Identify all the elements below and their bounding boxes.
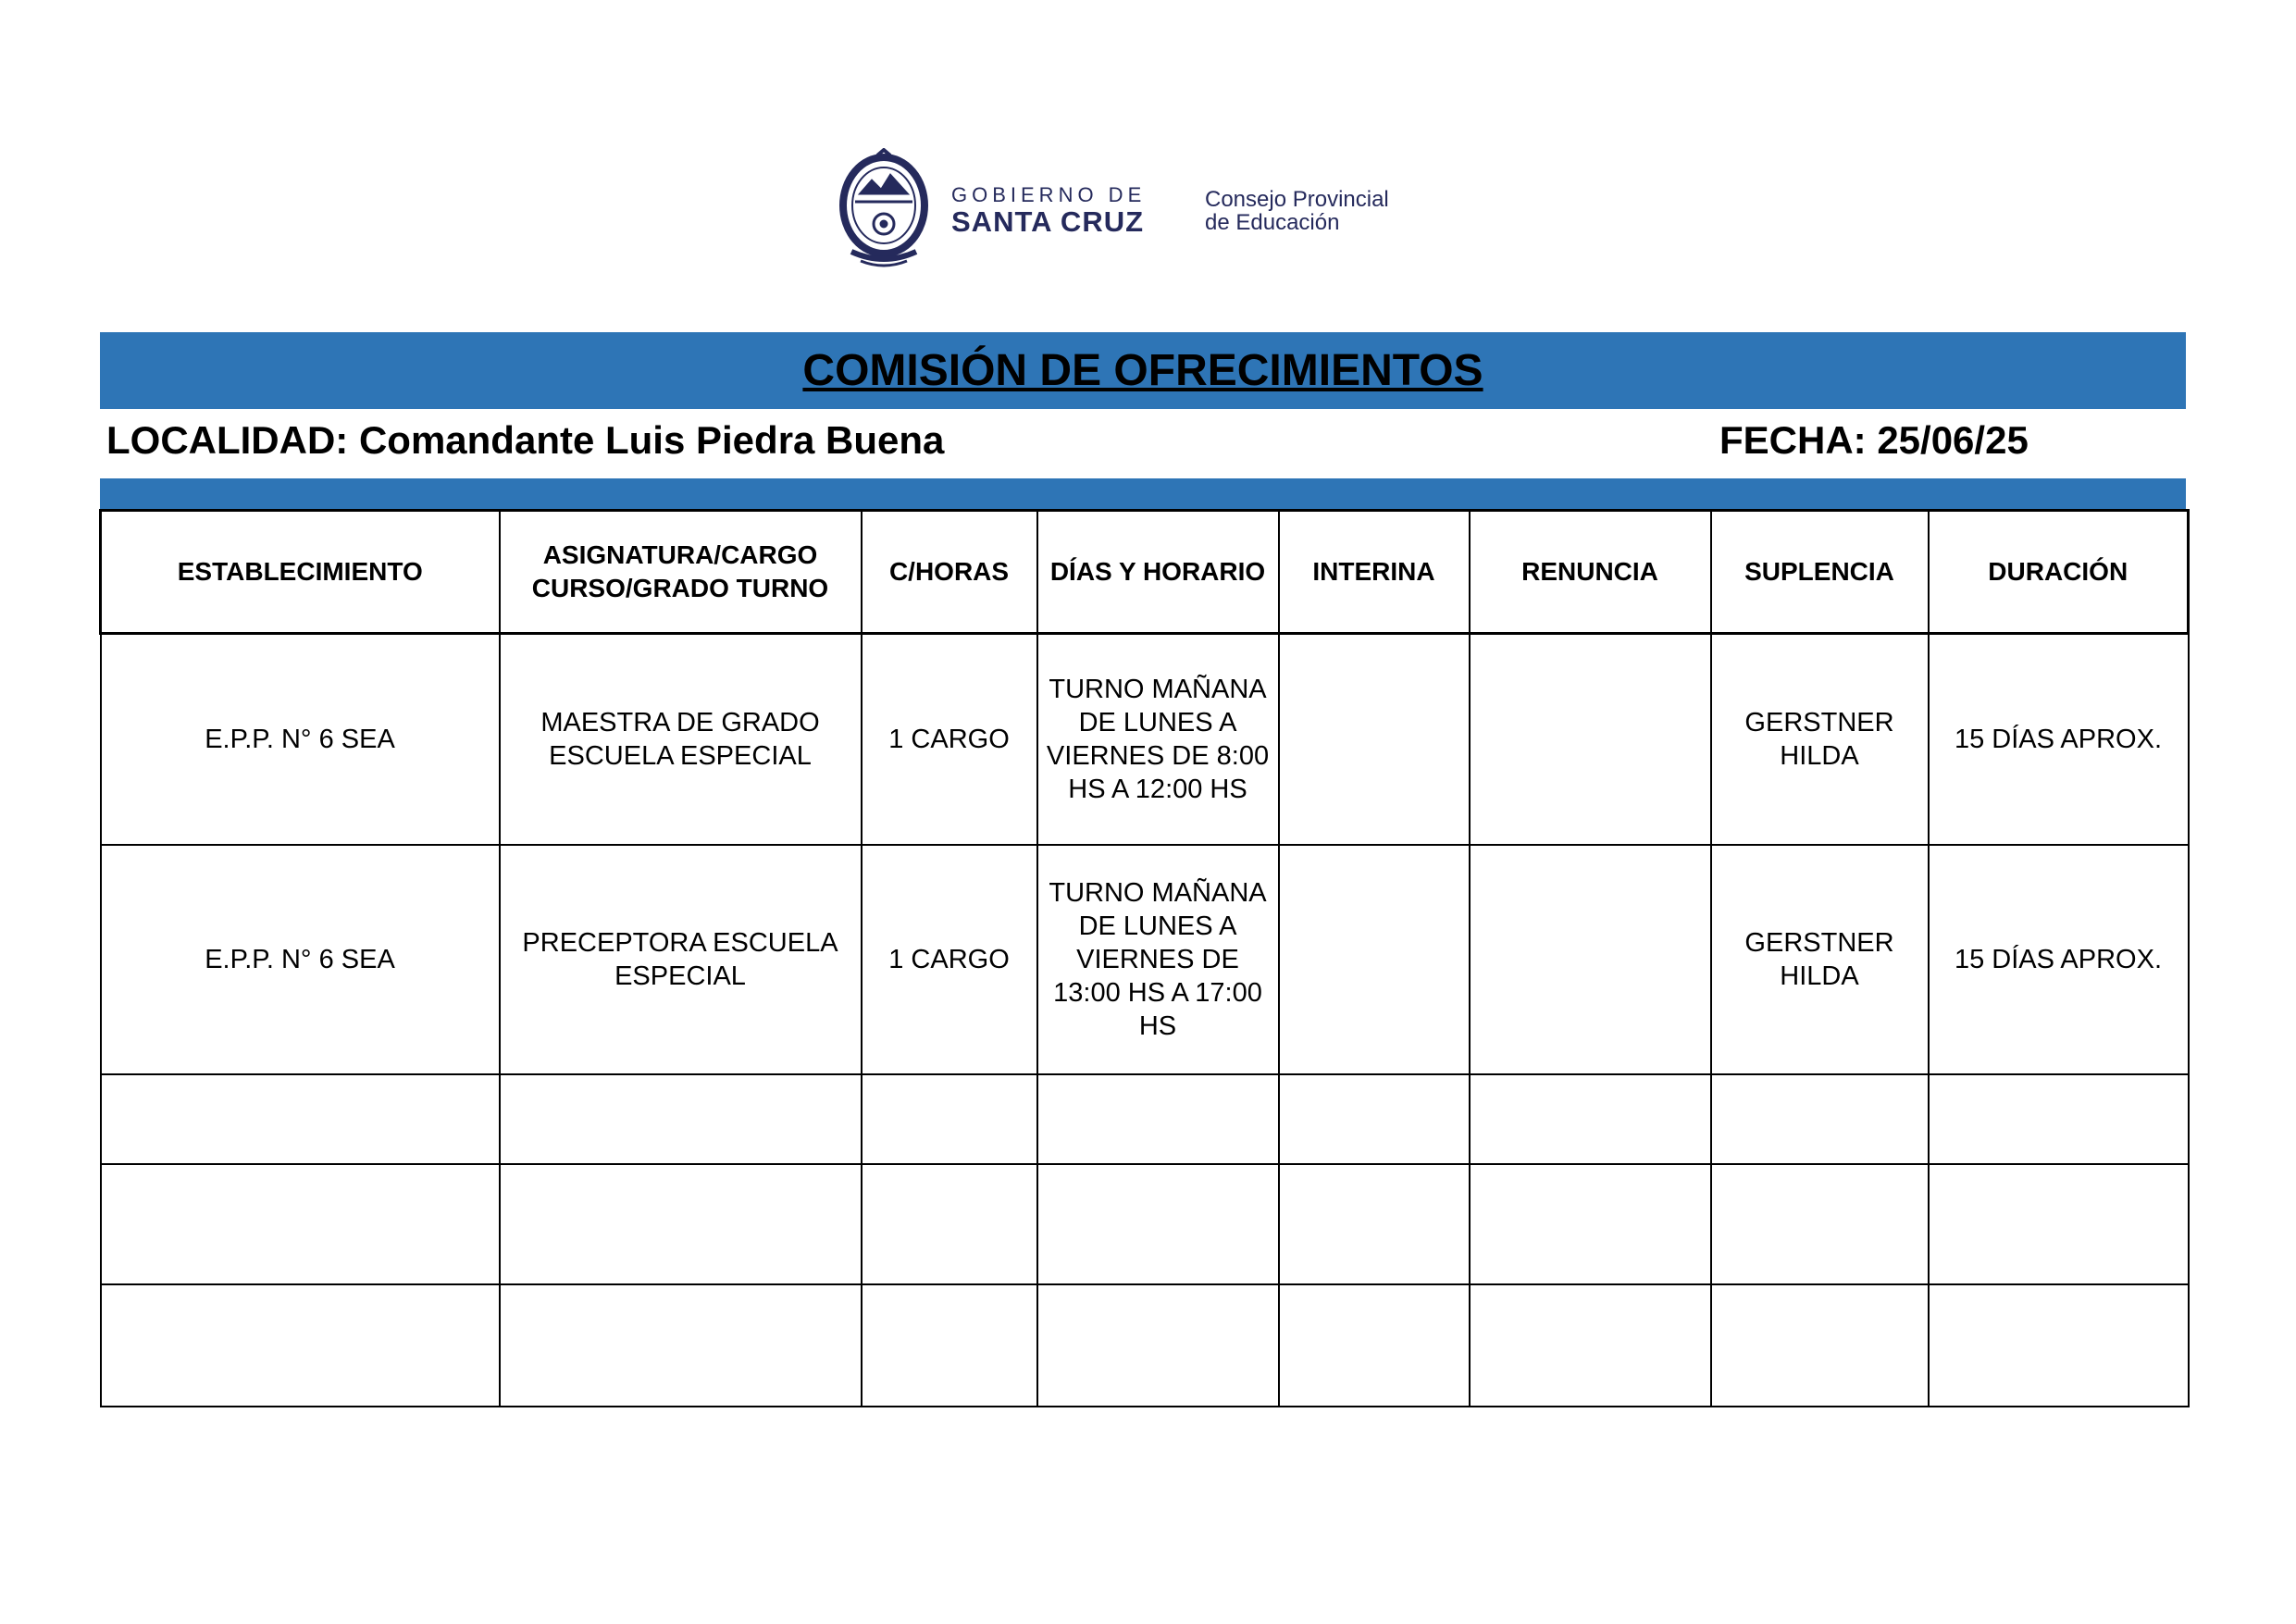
cell-dias-horario	[1037, 1074, 1279, 1164]
header-asignatura: ASIGNATURA/CARGO CURSO/GRADO TURNO	[500, 511, 862, 634]
cell-establecimiento	[101, 1074, 500, 1164]
header-duracion: DURACIÓN	[1929, 511, 2189, 634]
cell-interina	[1279, 1284, 1470, 1407]
cell-duracion	[1929, 1074, 2189, 1164]
cell-renuncia	[1470, 634, 1711, 846]
cell-suplencia	[1711, 1074, 1929, 1164]
province-label: SANTA CRUZ	[951, 205, 1145, 238]
header-renuncia: RENUNCIA	[1470, 511, 1711, 634]
page-title: COMISIÓN DE OFRECIMIENTOS	[802, 346, 1483, 395]
cell-asignatura	[500, 1284, 862, 1407]
fecha-label: FECHA: 25/06/25	[1719, 418, 2029, 462]
table-row	[101, 1284, 2189, 1407]
cell-suplencia	[1711, 1284, 1929, 1407]
header-suplencia: SUPLENCIA	[1711, 511, 1929, 634]
cell-horas: 1 CARGO	[862, 845, 1037, 1074]
cell-horas: 1 CARGO	[862, 634, 1037, 846]
cell-interina	[1279, 1074, 1470, 1164]
table-header-row	[101, 511, 2189, 634]
cell-dias-horario	[1037, 1284, 1279, 1407]
table-row	[101, 1074, 2189, 1164]
cell-suplencia	[1711, 1164, 1929, 1284]
cell-asignatura: PRECEPTORA ESCUELA ESPECIAL	[500, 845, 862, 1074]
cell-duracion	[1929, 1284, 2189, 1407]
government-label: GOBIERNO DE	[951, 183, 1147, 206]
cell-establecimiento	[101, 1164, 500, 1284]
header-dias-horario: DÍAS Y HORARIO	[1037, 511, 1279, 634]
cell-dias-horario	[1037, 1164, 1279, 1284]
header-establecimiento: ESTABLECIMIENTO	[101, 511, 500, 634]
table-row	[101, 634, 2189, 846]
consejo-label-line2: de Educación	[1205, 210, 1340, 235]
cell-interina	[1279, 1164, 1470, 1284]
cell-renuncia	[1470, 1164, 1711, 1284]
header-interina: INTERINA	[1279, 511, 1470, 634]
cell-establecimiento	[101, 1284, 500, 1407]
divider-band	[100, 478, 2186, 510]
table-row	[101, 845, 2189, 1074]
cell-renuncia	[1470, 1074, 1711, 1164]
cell-interina	[1279, 845, 1470, 1074]
cell-dias-horario: TURNO MAÑANA DE LUNES A VIERNES DE 13:00 HS A 17:00 HS	[1037, 845, 1279, 1074]
table-row	[101, 1164, 2189, 1284]
cell-duracion: 15 DÍAS APROX.	[1929, 634, 2189, 846]
cell-horas	[862, 1164, 1037, 1284]
cell-duracion: 15 DÍAS APROX.	[1929, 845, 2189, 1074]
cell-asignatura: MAESTRA DE GRADO ESCUELA ESPECIAL	[500, 634, 862, 846]
cell-horas	[862, 1074, 1037, 1164]
header-horas: C/HORAS	[862, 511, 1037, 634]
cell-renuncia	[1470, 845, 1711, 1074]
cell-interina	[1279, 634, 1470, 846]
cell-duracion	[1929, 1164, 2189, 1284]
cell-asignatura	[500, 1074, 862, 1164]
cell-suplencia: GERSTNER HILDA	[1711, 845, 1929, 1074]
santa-cruz-seal-icon	[833, 148, 935, 273]
cell-dias-horario: TURNO MAÑANA DE LUNES A VIERNES DE 8:00 HS A 12:00 HS	[1037, 634, 1279, 846]
localidad-label: LOCALIDAD: Comandante Luis Piedra Buena	[106, 418, 945, 462]
header-logo	[833, 148, 1425, 273]
cell-establecimiento: E.P.P. N° 6 SEA	[101, 845, 500, 1074]
cell-horas	[862, 1284, 1037, 1407]
cell-establecimiento: E.P.P. N° 6 SEA	[101, 634, 500, 846]
cell-asignatura	[500, 1164, 862, 1284]
offers-table	[99, 509, 2190, 1407]
consejo-label-line1: Consejo Provincial	[1205, 187, 1389, 212]
cell-renuncia	[1470, 1284, 1711, 1407]
title-band	[100, 332, 2186, 409]
cell-suplencia: GERSTNER HILDA	[1711, 634, 1929, 846]
